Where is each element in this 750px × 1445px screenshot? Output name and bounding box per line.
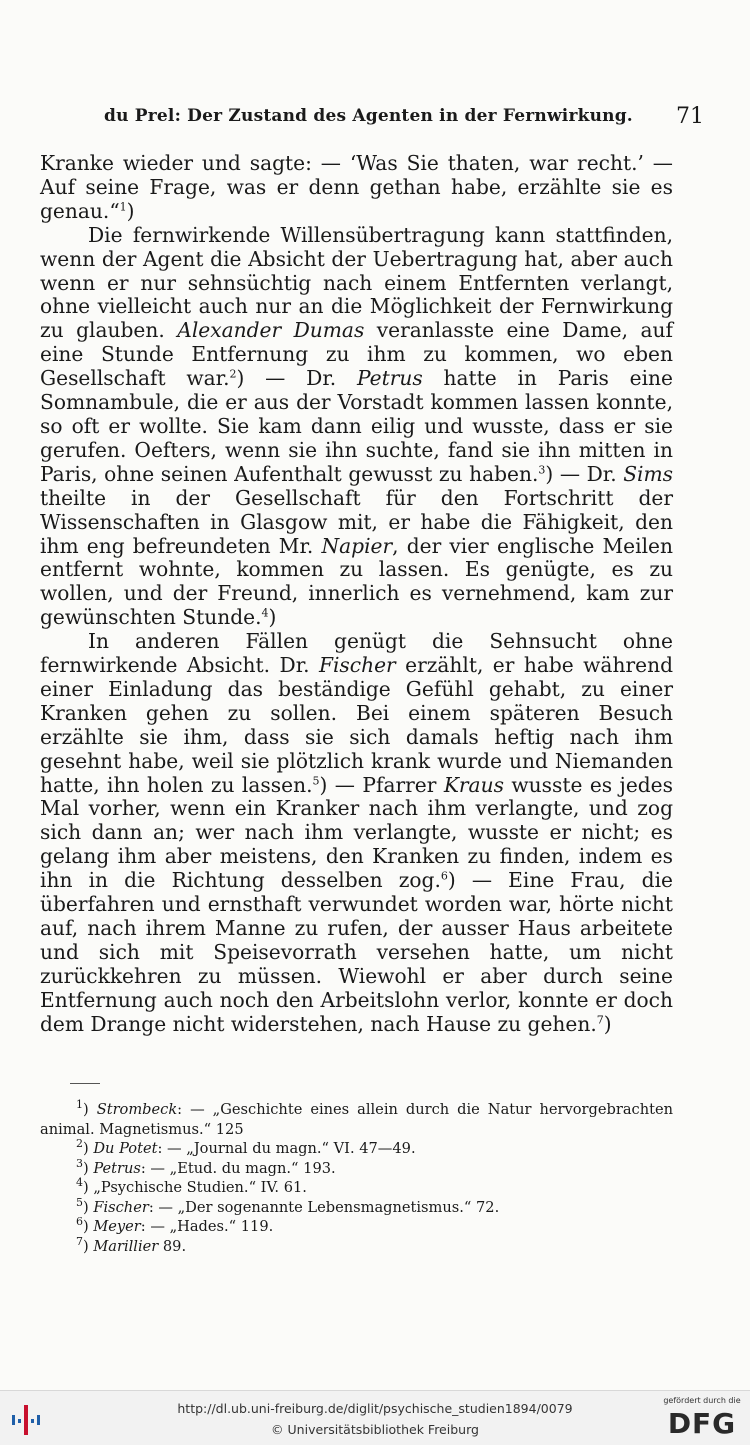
text-run: Die fernwirkende Willensübertragung kann stattfinden, wenn der Agent die Absicht der Uebertragung hat, aber auch wenn er nur sehnsüchtig nach einem Entfernten verlangt, ohne vielleicht auch nur an die Möglichkeit der Fernwirkung zu glauben. bbox=[40, 222, 673, 343]
author-name: Sims bbox=[623, 461, 673, 486]
text-run: ) „Psychische Studien.“ IV. 61. bbox=[83, 1179, 307, 1196]
text-run: hatte in Paris eine Somnambule, die er aus der Vorstadt kommen lassen konnte, so oft er wollte. Sie kam dann eilig und wusste, dass er sie gerufen. Oefters, wenn sie ihn suchte, fand sie ihn mitten in Paris, ohne seinen Aufenthalt gewusst zu haben. bbox=[40, 366, 673, 486]
footnote bbox=[40, 1217, 673, 1237]
footnote-separator bbox=[70, 1083, 100, 1084]
footnote bbox=[40, 1178, 673, 1198]
text-run: ) — Pfarrer bbox=[319, 772, 444, 797]
dfg-caption: gefördert durch die bbox=[663, 1396, 741, 1405]
viewer-footer bbox=[0, 1390, 750, 1445]
footnote bbox=[40, 1139, 673, 1159]
text-run: ) — Dr. bbox=[236, 366, 357, 391]
paragraph bbox=[40, 630, 673, 1036]
footnote-marker: 5 bbox=[76, 1195, 83, 1209]
copyright-notice: © Universitätsbibliothek Freiburg bbox=[271, 1422, 479, 1437]
text-run: : — „Hades.“ 119. bbox=[140, 1218, 274, 1235]
page-number: 71 bbox=[676, 104, 704, 129]
author-name: Du Potet bbox=[93, 1140, 158, 1157]
footnotes bbox=[40, 1100, 673, 1256]
footnote-marker: 1 bbox=[76, 1098, 83, 1112]
author-name: Strombeck bbox=[96, 1101, 178, 1118]
text-run: ) bbox=[83, 1237, 94, 1255]
text-run: ) bbox=[83, 1159, 94, 1177]
text-run: ) bbox=[126, 198, 135, 223]
text-run: In anderen Fällen genügt die Sehnsucht ohne fernwirkende Absicht. Dr. bbox=[40, 629, 673, 678]
footnote-marker: 1 bbox=[119, 200, 127, 214]
footnote-marker: 6 bbox=[440, 869, 448, 883]
footnote-marker: 2 bbox=[229, 367, 237, 381]
footnote-marker: 4 bbox=[261, 606, 269, 620]
author-name: Marillier bbox=[93, 1237, 159, 1255]
text-run: ) bbox=[83, 1198, 94, 1216]
text-run: veranlasste eine Dame, auf eine Stunde Entfernung zu ihm zu kommen, wo eben Gesellschaft war. bbox=[40, 318, 673, 391]
author-name: Petrus bbox=[93, 1159, 141, 1177]
author-name: Napier bbox=[321, 533, 393, 558]
text-run: Kranke wieder und sagte: — ‘Was Sie thaten, war recht.’ — Auf seine Frage, was er denn gethan habe, erzählte sie es genau.“ bbox=[40, 151, 673, 223]
text-run: wusste es jedes Mal vorher, wenn ein Kranker nach ihm verlangte, und zog sich dann an; wer nach ihm verlangte, wusste er nicht; es gelang ihm aber meistens, den Kranken zu finden, indem es ihn in die Richtung desselben zog. bbox=[40, 772, 673, 893]
author-name: Kraus bbox=[443, 772, 504, 797]
author-name: Meyer bbox=[93, 1218, 141, 1235]
text-run: theilte in der Gesellschaft für den Fortschritt der Wissenschaften in Glasgow mit, er habe die Fähigkeit, den ihm eng befreundeten Mr. bbox=[40, 485, 673, 558]
paragraph bbox=[40, 224, 673, 630]
dfg-logo-text: DFG bbox=[667, 1407, 737, 1440]
footnote bbox=[40, 1234, 673, 1257]
footnote-marker: 6 bbox=[76, 1215, 83, 1229]
footnote bbox=[40, 1100, 673, 1139]
permalink-url[interactable]: http://dl.ub.uni-freiburg.de/diglit/psychische_studien1894/0079 bbox=[177, 1401, 573, 1416]
footnote-marker: 2 bbox=[76, 1137, 83, 1151]
footnote-marker: 3 bbox=[76, 1156, 83, 1170]
footnote bbox=[40, 1195, 673, 1218]
text-run: : — „Journal du magn.“ VI. 47—49. bbox=[157, 1140, 416, 1157]
text-run: ) — Eine Frau, die überfahren und ernsthaft verwundet worden war, hörte nicht auf, nach ihrem Manne zu rufen, der ausser Haus arbeitete und sich mit Speisevorrath versehen hatte, um nicht zurückkehren zu müssen. Wiewohl er aber durch seine Entfernung auch noch den Arbeitslohn verlor, konnte er doch dem Drange nicht widerstehen, nach Hause zu gehen. bbox=[40, 868, 673, 1036]
text-run: 89. bbox=[158, 1237, 187, 1255]
text-run: ) bbox=[83, 1140, 94, 1157]
body-text bbox=[40, 152, 673, 1037]
footnote bbox=[40, 1156, 673, 1179]
author-name: Petrus bbox=[356, 366, 423, 391]
text-run: : — „Geschichte eines allein durch die Natur hervorgebrachten animal. Magnetismus.“ 125 bbox=[40, 1101, 674, 1138]
running-header bbox=[40, 104, 704, 136]
footnote-marker: 3 bbox=[538, 463, 546, 477]
author-name: Alexander Dumas bbox=[177, 318, 365, 343]
text-run: ) bbox=[268, 605, 277, 630]
text-run: : — „Etud. du magn.“ 193. bbox=[140, 1159, 336, 1177]
footnote-marker: 7 bbox=[596, 1012, 604, 1026]
text-run: erzählt, er habe während einer Einladung das beständige Gefühl gehabt, zu einer Kranken gehen zu sollen. Bei einem späteren Besuch erzählte sie ihm, dass sie sich damals heftig nach ihm gesehnt habe, weil sie plötzlich krank wurde und Niemanden hatte, ihn holen zu lassen. bbox=[40, 653, 673, 797]
text-run: ) bbox=[83, 1218, 94, 1235]
dfg-logo bbox=[662, 1396, 742, 1442]
text-run: ) — Dr. bbox=[545, 461, 624, 486]
footnote-marker: 4 bbox=[76, 1176, 83, 1190]
author-name: Fischer bbox=[318, 653, 396, 678]
footnote-marker: 5 bbox=[312, 773, 320, 787]
paragraph bbox=[40, 152, 673, 224]
running-title: du Prel: Der Zustand des Agenten in der Fernwirkung. bbox=[104, 106, 633, 126]
footnote-marker: 7 bbox=[76, 1234, 83, 1248]
text-run: ) bbox=[83, 1101, 97, 1118]
text-run: : — „Der sogenannte Lebensmagnetismus.“ 72. bbox=[148, 1198, 500, 1216]
text-run: , der vier englische Meilen entfernt wohnte, kommen zu lassen. Es genügte, es zu wollen, und der Freund, innerlich es vernehmend, kam zur gewünschten Stunde. bbox=[40, 533, 673, 630]
author-name: Fischer bbox=[93, 1198, 149, 1216]
text-run: ) bbox=[603, 1011, 612, 1036]
